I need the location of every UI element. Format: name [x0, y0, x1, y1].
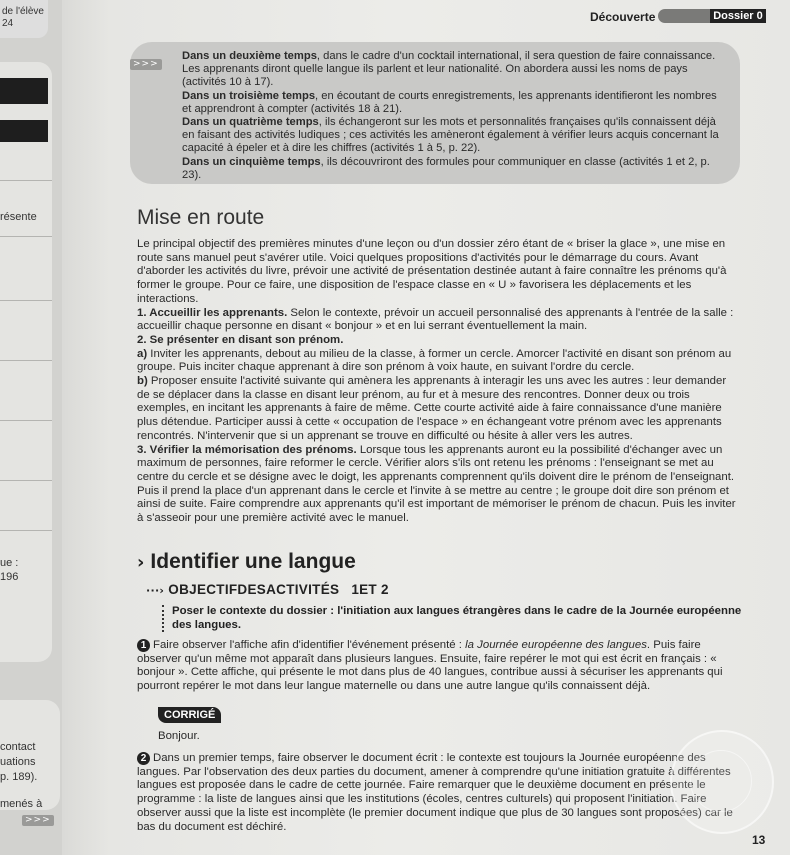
intro-bold: Dans un quatrième temps: [182, 116, 319, 129]
chevron-right-icon: ›: [137, 552, 145, 573]
left-divider: [0, 360, 52, 361]
identifier-title: Identifier une langue: [150, 550, 356, 573]
corrige-answer: Bonjour.: [158, 730, 200, 742]
mise-item: [137, 444, 737, 526]
mise-subitem-text: Proposer ensuite l'activité suivante qui amènera les apprenants à interagir les uns avec les autres : leur demander de se déplacer dans la classe en disant leur prénom, au fur et à mesure des rencontres. Donner deux ou trois exemples, en incitant les apprenants à faire de même. Cette courte activité aide à faire connaissance d'une manière plus détendue. Participer aussi à cette « occupation de l'espace » en échangeant votre prénom avec les apprenants rencontrés. N'intervenir que si un apprenant se trouve en difficulté ou hésite à aller vers les autres.: [137, 375, 727, 442]
objectif-label: OBJECTIFDESACTIVITÉS: [168, 582, 340, 597]
left-fragment-text: ue :: [0, 557, 19, 569]
mise-subitem: [137, 348, 737, 375]
mise-item: [137, 334, 737, 348]
corrige-label: CORRIGÉ: [158, 707, 221, 723]
left-fragment-text: résente: [0, 211, 37, 223]
context-note: Poser le contexte du dossier : l'initiation aux langues étrangères dans le cadre de la Journée européenne des langues.: [162, 605, 747, 632]
activity-text: . Puis faire observer qu'un même mot apparaît dans plusieurs langues. Ensuite, faire repérer le mot qui est écrit en français : « bonjour ». Cette affiche, qui présente le mot dans plus de 40 langues, contribue aussi à sécuriser les apprenants qui pourront repérer le mot dans leur langue maternelle ou dans une autre langue qu'ils connaissent déjà.: [137, 639, 723, 693]
left-fragment-text: contact: [0, 741, 36, 753]
intro-text: [182, 50, 727, 182]
section-title: Découverte: [590, 10, 656, 24]
left-black-bar: [0, 120, 48, 142]
watermark-stamp-inner: [690, 750, 752, 812]
intro-text-rest: , dans le cadre d'un cocktail international, il sera question de faire connaissance. Les apprenants diront quelle langue ils parlent et leur nationalité. On abordera aussi les noms de pays (activités 10 à 17).: [182, 50, 716, 89]
left-page-top-label: [0, 0, 48, 38]
left-fragment-text: p. 189).: [0, 771, 38, 783]
left-top-line2: 24: [2, 18, 14, 29]
activity-2: [137, 752, 737, 834]
left-divider: [0, 420, 52, 421]
left-divider: [0, 530, 52, 531]
page-number: 13: [752, 833, 766, 847]
intro-bold: Dans un troisième temps: [182, 89, 316, 102]
left-divider: [0, 236, 52, 237]
mise-item-text: Selon le contexte, prévoir un accueil personnalisé des apprenants à l'entrée de la salle : accueillir chaque personne en disant « bonjour » et en lui serrant éventuellement la main.: [137, 306, 734, 333]
intro-text-rest: , ils découvriront des formules pour communiquer en classe (activités 1 et 2, p. 23).: [182, 155, 710, 181]
dotted-arrow-icon: ···›: [146, 584, 165, 597]
left-arrows-marker: [22, 812, 54, 826]
arrows-icon: >>>: [130, 59, 162, 70]
mise-item-title: 1. Accueillir les apprenants.: [137, 306, 288, 319]
intro-text-rest: , ils échangeront sur les mots et personnalités françaises qu'ils connaissent déjà en faisant des activités ludiques ; ces activités les amèneront également à vérifier leurs acquis concernant la capacité à épeler et à dire les chiffres (activités 1 à 5, p. 22).: [182, 116, 719, 155]
activity-number-badge: 2: [137, 752, 150, 765]
objectif-numbers: 1ET 2: [351, 582, 389, 597]
left-divider: [0, 180, 52, 181]
mise-item-title: 3. Vérifier la mémorisation des prénoms.: [137, 443, 357, 456]
mise-item-text: Lorsque tous les apprenants auront eu la possibilité d'échanger avec un maximum de personnes, faire reformer le cercle. Vérifier alors s'ils ont retenu les prénoms : l'enseignant se met au centre du cercle et se désigne avec le doigt, les apprenants comprennent qu'ils doivent dire le prénom de l'enseignant. Puis il prend la place d'un apprenant dans le cercle et l'invite à se mettre au centre ; le groupe doit dire son prénom et ainsi de suite. Faire comprendre aux apprenants qu'il est important de mémoriser le prénom de chacun. Puis les inviter à s'asseoir pour une première activité avec le manuel.: [137, 443, 736, 525]
intro-paragraph: [182, 90, 727, 116]
mise-subitem: [137, 375, 737, 444]
activity-emphasis: la Journée européenne des langues: [465, 639, 647, 651]
left-fragment-text: uations: [0, 756, 36, 768]
left-page-fragment: [0, 0, 62, 855]
intro-paragraph: [182, 156, 727, 182]
mise-body: [137, 238, 737, 526]
activity-text: Dans un premier temps, faire observer le document écrit : le contexte est toujours la Journée européenne des langues. Par l'observation des deux parties du document, amener à comprendre qu'une initiation gratuite à différentes langues est proposée dans le cadre de cette journée. Faire remarquer que le deuxième document en présente le programme : la liste de langues ainsi que les institutions (écoles, centres culturels) qui proposent l'initiation. Faire observer aussi que la liste est incomplète (le premier document indique que plus de 30 langues sont proposées) car le bas du document est déchiré.: [137, 752, 733, 833]
intro-bold: Dans un deuxième temps: [182, 50, 317, 62]
intro-text-rest: , en écoutant de courts enregistrements, les apprenants identifieront les nombres et apprendront à compter (activités 18 à 21).: [182, 89, 717, 115]
arrows-icon: >>>: [22, 815, 54, 826]
intro-paragraph: [182, 116, 727, 156]
dossier-label: Dossier 0: [710, 9, 766, 23]
objectif-heading: [146, 582, 389, 597]
left-top-line1: de l'élève: [2, 6, 44, 17]
mise-subitem-text: Inviter les apprenants, debout au milieu de la classe, à former un cercle. Amorcer l'activité en disant son prénom au groupe. Puis inciter chaque apprenant à dire son prénom à voix haute, en suivant l'ordre du cercle.: [137, 347, 732, 374]
left-divider: [0, 300, 52, 301]
activity-1: [137, 639, 737, 694]
intro-paragraph: [182, 50, 727, 90]
activity-text: Faire observer l'affiche afin d'identifier l'événement présenté :: [153, 639, 466, 651]
mise-item: [137, 307, 737, 334]
mise-item-title: 2. Se présenter en disant son prénom.: [137, 333, 344, 346]
mise-intro-paragraph: Le principal objectif des premières minutes d'une leçon ou d'un dossier zéro étant de « briser la glace », une mise en route sans manuel peut s'avérer utile. Voici quelques propositions d'activités pour le démarrage du cours. Avant d'aborder les activités du livre, prévoir une activité de présentation destinée autant à faire connaître les prénoms qu'à former le groupe. Pour ce faire, une disposition de l'espace classe en « U » favorisera les déplacements et les interactions.: [137, 238, 727, 305]
left-black-bar: [0, 78, 48, 104]
left-fragment-text: menés à: [0, 798, 43, 810]
identifier-heading: [137, 550, 356, 574]
mise-subitem-label: a): [137, 347, 148, 360]
mise-subitem-label: b): [137, 375, 148, 388]
header-bar: [658, 9, 710, 23]
left-fragment-text: 196: [0, 571, 19, 583]
intro-bold: Dans un cinquième temps: [182, 155, 321, 168]
intro-arrows-marker: [130, 53, 162, 71]
left-divider: [0, 480, 52, 481]
activity-number-badge: 1: [137, 639, 150, 652]
mise-en-route-heading: Mise en route: [137, 206, 265, 229]
